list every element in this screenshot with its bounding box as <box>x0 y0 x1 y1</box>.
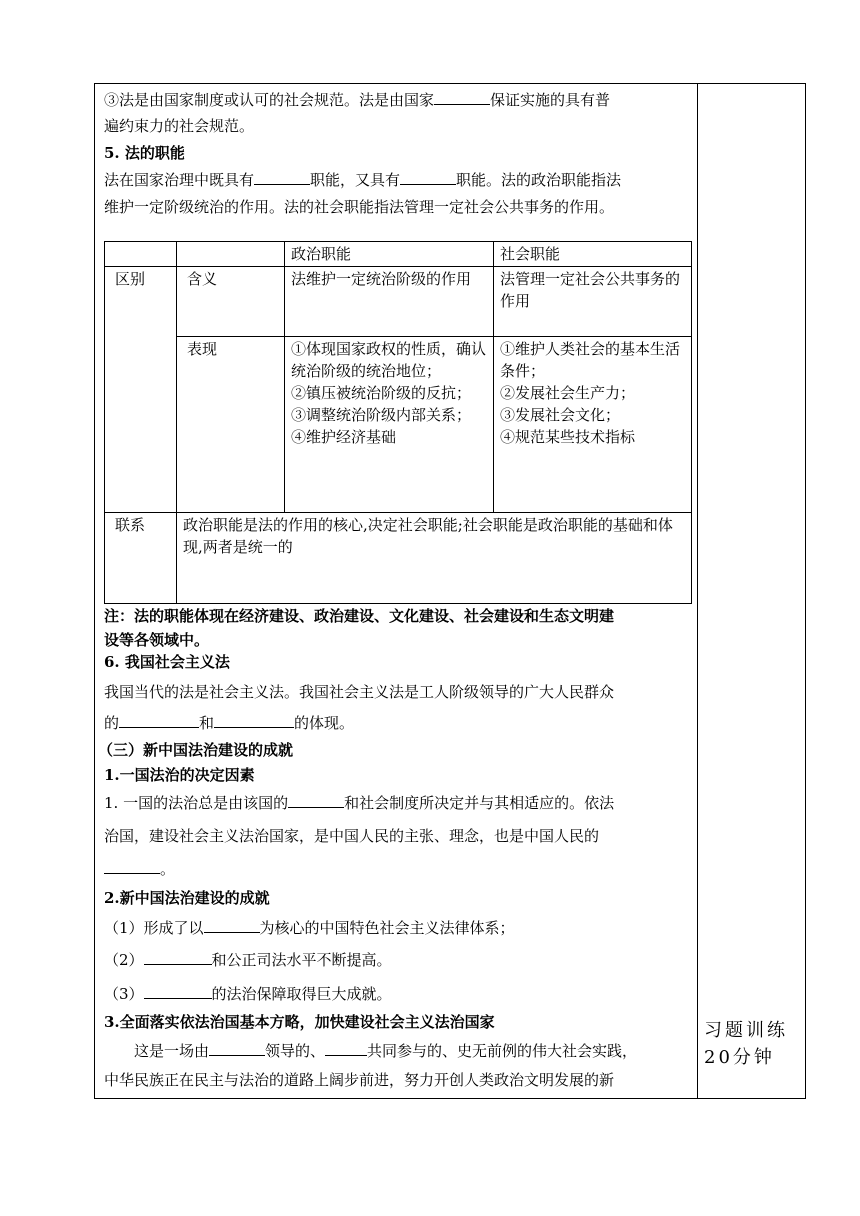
determinant-line1: 1. 一国的法治总是由该国的 和社会制度所决定并与其相适应的。依法 <box>104 794 615 812</box>
list-item: ②镇压被统治阶级的反抗； <box>291 384 472 402</box>
blank <box>325 1041 367 1056</box>
achievement-1: （1）形成了以 为核心的中国特色社会主义法律体系； <box>104 919 515 937</box>
blank <box>144 984 212 999</box>
blank <box>104 859 160 874</box>
blank <box>434 90 490 105</box>
list-item: ④规范某些技术指标 <box>500 428 636 446</box>
relation-text: 政治职能是法的作用的核心,决定社会职能;社会职能是政治职能的基础和体现,两者是统一的 <box>177 513 692 604</box>
header-social: 社会职能 <box>494 242 692 267</box>
law-functions-line2: 维护一定阶级统治的作用。法的社会职能指法管理一定社会公共事务的作用。 <box>104 198 615 216</box>
exercise-label: 习题训练 <box>704 1020 788 1041</box>
blank <box>288 793 344 808</box>
socialist-law-line1: 我国当代的法是社会主义法。我国社会主义法是工人阶级领导的广大人民群众 <box>104 683 615 701</box>
achievement-3: （3） 的法治保障取得巨大成就。 <box>104 985 392 1003</box>
list-item: ④维护经济基础 <box>291 428 397 446</box>
note-line1: 注：法的职能体现在经济建设、政治建设、文化建设、社会建设和生态文明建 <box>104 607 615 625</box>
manifestation-political <box>285 337 494 513</box>
row-label-manifestation: 表现 <box>177 337 285 513</box>
list-item: ③调整统治阶级内部关系； <box>291 406 472 424</box>
section-heading: 5. 法的职能 <box>104 144 185 162</box>
meaning-political: 法维护一定统治阶级的作用 <box>285 267 494 337</box>
header-political: 政治职能 <box>285 242 494 267</box>
list-item: ③发展社会文化； <box>500 406 621 424</box>
practice-line2: 中华民族正在民主与法治的道路上阔步前进，努力开创人类政治文明发展的新 <box>104 1071 615 1089</box>
list-item: ②发展社会生产力； <box>500 384 636 402</box>
table-cell-empty <box>105 242 177 267</box>
exercise-duration: 20分钟 <box>704 1047 775 1068</box>
law-functions-table <box>104 241 692 604</box>
sub-heading: 3.全面落实依法治国基本方略，加快建设社会主义法治国家 <box>104 1013 495 1031</box>
blank <box>209 1041 265 1056</box>
exercise-time-note <box>704 1017 800 1071</box>
law-definition-line1: ③法是由国家制度或认可的社会规范。法是由国家 保证实施的具有普 <box>104 91 611 109</box>
sub-heading: 1.一国法治的决定因素 <box>104 766 255 784</box>
note-line2: 设等各领域中。 <box>104 631 210 649</box>
determinant-line3: 。 <box>104 859 175 879</box>
socialist-law-line2: 的 和 的体现。 <box>104 714 355 732</box>
law-functions-line1: 法在国家治理中既具有 职能，又具有 职能。法的政治职能指法 <box>104 171 622 189</box>
list-item: ①维护人类社会的基本生活条件； <box>500 340 681 380</box>
determinant-line2: 治国，建设社会主义法治国家，是中国人民的主张、理念，也是中国人民的 <box>104 827 600 845</box>
achievement-2: （2） 和公正司法水平不断提高。 <box>104 951 392 969</box>
row-label-relation: 联系 <box>105 513 177 604</box>
blank <box>214 713 294 728</box>
manifestation-social <box>494 337 692 513</box>
law-definition-line2: 遍约束力的社会规范。 <box>104 117 255 135</box>
blank <box>144 950 212 965</box>
row-label-difference: 区别 <box>105 267 177 513</box>
blank <box>119 713 199 728</box>
blank <box>254 170 310 185</box>
column-divider <box>697 83 698 1099</box>
blank <box>204 918 260 933</box>
practice-line1: 这是一场由 领导的、 共同参与的、史无前例的伟大社会实践， <box>134 1042 638 1060</box>
row-label-meaning: 含义 <box>177 267 285 337</box>
meaning-social: 法管理一定社会公共事务的作用 <box>494 267 692 337</box>
blank <box>400 170 456 185</box>
list-item: ①体现国家政权的性质，确认统治阶级的统治地位； <box>291 340 487 380</box>
section-heading: （三）新中国法治建设的成就 <box>98 741 294 759</box>
section-heading: 6. 我国社会主义法 <box>104 653 230 671</box>
sub-heading: 2.新中国法治建设的成就 <box>104 889 270 907</box>
table-cell-empty <box>177 242 285 267</box>
